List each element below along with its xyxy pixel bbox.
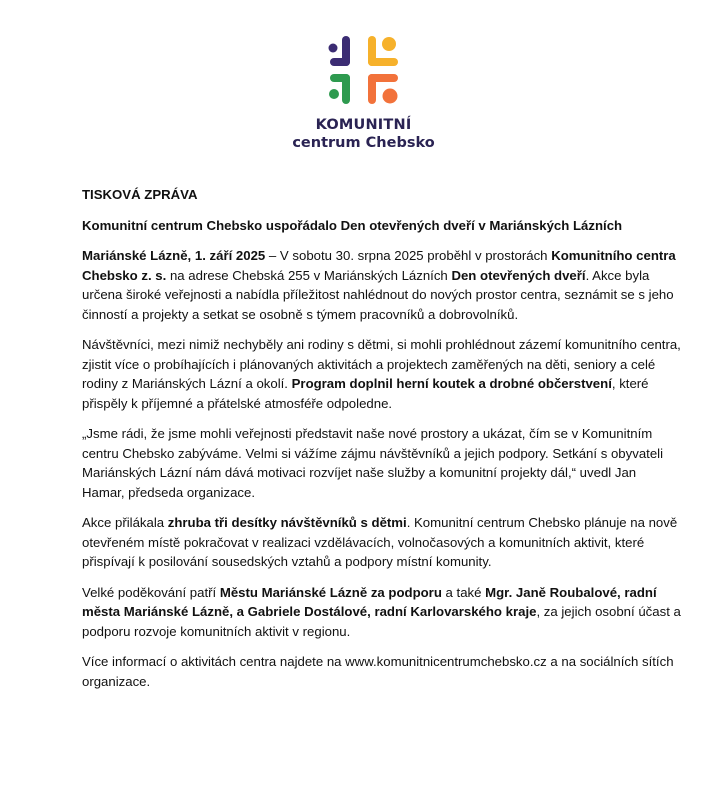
logo-purple-dot (328, 44, 337, 53)
paragraph-2: Návštěvníci, mezi nimiž nechyběly ani rodiny s dětmi, si mohli prohlédnout zázemí komunitního centra, zjistit více o probíhajících i plánovaných aktivitách a projektech zaměřených na děti, seniory a celé rodiny z Mariánských Lázní a okolí. Program doplnil herní koutek a drobné občerstvení, které přispěly k příjemné a přátelské atmosféře odpoledne. (82, 337, 681, 411)
paragraph-5: Velké poděkování patří Městu Mariánské Lázně za podporu a také Mgr. Janě Roubalové, radní města Mariánské Lázně, a Gabriele Dostálové, radní Karlovarského kraje, za jejich osobní účast a podporu rozvoje komunitních aktivit v regionu. (82, 584, 681, 639)
logo-mark-icon (328, 34, 400, 106)
document-label: TISKOVÁ ZPRÁVA (82, 187, 198, 202)
logo-green-bar-h (330, 74, 350, 82)
paragraph-4: Akce přilákala zhruba tři desítky návštěvníků s dětmi. Komunitní centrum Chebsko plánuje na nově otevřeném místě pokračovat v realizaci vzdělávacích, volnočasových a komunitních aktivit, které přispívají k posilování sousedských vztahů a podpory místní komunity. (82, 515, 678, 569)
logo-yellow-bar-h (368, 58, 398, 66)
logo-yellow-dot (382, 37, 396, 51)
paragraph-1: Mariánské Lázně, 1. září 2025 – V sobotu 30. srpna 2025 proběhl v prostorách Komunitního centra Chebsko z. s. na adrese Chebská 255 v Mariánských Lázních Den otevřených dveří. Akce byla určena široké veřejnosti a nabídla příležitost nahlédnout do nových prostor centra, seznámit se s jeho činností a projekty a setkat se osobně s týmem pracovníků a dobrovolníků. (82, 248, 676, 322)
document-headline: Komunitní centrum Chebsko uspořádalo Den otevřených dveří v Mariánských Lázních (82, 217, 623, 233)
logo-purple-bar-h (330, 58, 350, 66)
logo-text-line1: KOMUNITNÍ (315, 117, 412, 133)
logo-orange-dot (382, 89, 397, 104)
logo-orange-bar-h (368, 74, 398, 82)
logo-green-dot (329, 89, 339, 99)
logo-text-line2: centrum Chebsko (292, 135, 435, 151)
logo (0, 34, 727, 152)
paragraph-3-quote: „Jsme rádi, že jsme mohli veřejnosti představit naše nové prostory a ukázat, čím se v Komunitním centru Chebsko zabýváme. Velmi si vážíme zájmu návštěvníků a jejich podpory. Setkání s obyvateli Mariánských Lázní nám dává motivaci rozvíjet naše služby a komunitní projekty dál,“ uvedl Jan Hamar, předseda organizace. (82, 426, 664, 500)
press-release-body (82, 185, 682, 702)
paragraph-6: Více informací o aktivitách centra najdete na www.komunitnicentrumchebsko.cz a na sociálních sítích organizace. (82, 654, 674, 689)
